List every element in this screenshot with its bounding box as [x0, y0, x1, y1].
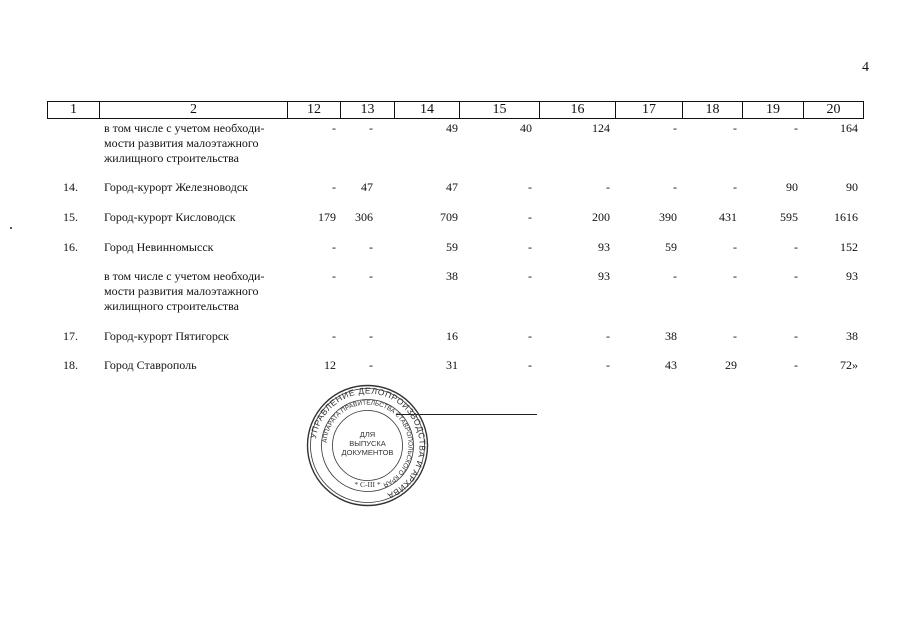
value-cell: - — [794, 329, 798, 343]
value-cell: - — [673, 121, 677, 135]
value-cell: - — [528, 210, 532, 224]
row-name: Город Ставрополь — [104, 358, 197, 372]
value-cell: - — [528, 329, 532, 343]
header-cell: 15 — [460, 102, 540, 119]
value-cell: - — [794, 121, 798, 135]
row-name: Город-курорт Кисловодск — [104, 210, 236, 224]
header-cell: 12 — [288, 102, 341, 119]
stamp-center-line1: ДЛЯ — [359, 430, 376, 439]
value-cell: 90 — [786, 180, 798, 194]
value-cell: 709 — [440, 210, 458, 224]
value-cell: - — [369, 358, 373, 372]
value-cell: 93 — [598, 240, 610, 254]
value-cell: 431 — [719, 210, 737, 224]
value-cell: 93 — [846, 269, 858, 283]
value-cell: - — [332, 329, 336, 343]
value-cell: - — [369, 269, 373, 283]
header-cell: 2 — [100, 102, 288, 119]
value-cell: - — [606, 180, 610, 194]
row-number: 14. — [63, 180, 78, 194]
row-number: 18. — [63, 358, 78, 372]
value-cell: - — [733, 180, 737, 194]
value-cell: 390 — [659, 210, 677, 224]
value-cell: 38 — [846, 329, 858, 343]
scan-speck — [10, 227, 12, 229]
value-cell: - — [528, 240, 532, 254]
value-cell: 200 — [592, 210, 610, 224]
row-number: 17. — [63, 329, 78, 343]
value-cell: - — [332, 240, 336, 254]
row-name: Город-курорт Пятигорск — [104, 329, 230, 343]
row-name: в том числе с учетом необходи-мости развития малоэтажного жилищного строительства — [104, 121, 265, 165]
row-number: 15. — [63, 210, 78, 224]
row-name: Город-курорт Железноводск — [104, 180, 248, 194]
value-cell: 29 — [725, 358, 737, 372]
value-cell: - — [733, 121, 737, 135]
value-cell: 16 — [446, 329, 458, 343]
header-cell: 18 — [683, 102, 743, 119]
header-cell: 16 — [540, 102, 616, 119]
header-cell: 1 — [48, 102, 100, 119]
row-name: Город Невинномысск — [104, 240, 214, 254]
value-cell: - — [332, 269, 336, 283]
header-cell: 19 — [743, 102, 804, 119]
value-cell: - — [794, 358, 798, 372]
header-cell: 17 — [616, 102, 683, 119]
value-cell: - — [794, 240, 798, 254]
row-name: в том числе с учетом необходи-мости развития малоэтажного жилищного строительства — [104, 269, 265, 313]
value-cell: - — [332, 121, 336, 135]
value-cell: 40 — [520, 121, 532, 135]
value-cell: 90 — [846, 180, 858, 194]
value-cell: 47 — [361, 180, 373, 194]
value-cell: 164 — [840, 121, 858, 135]
value-cell: 1616 — [834, 210, 858, 224]
value-cell: - — [606, 358, 610, 372]
value-cell: 124 — [592, 121, 610, 135]
value-cell: - — [369, 121, 373, 135]
value-cell: - — [369, 240, 373, 254]
official-seal — [305, 383, 430, 508]
stamp-center-line3: ДОКУМЕНТОВ — [341, 448, 394, 457]
value-cell: - — [673, 269, 677, 283]
value-cell: 595 — [780, 210, 798, 224]
table-row — [0, 269, 905, 319]
stamp-center-line2: ВЫПУСКА — [349, 439, 386, 448]
value-cell: - — [794, 269, 798, 283]
value-cell: 12 — [324, 358, 336, 372]
header-row — [48, 102, 864, 119]
value-cell: 47 — [446, 180, 458, 194]
page-number: 4 — [862, 60, 869, 75]
value-cell: - — [332, 180, 336, 194]
value-cell: 59 — [446, 240, 458, 254]
value-cell: 31 — [446, 358, 458, 372]
value-cell: - — [528, 269, 532, 283]
value-cell: - — [733, 240, 737, 254]
value-cell: 49 — [446, 121, 458, 135]
value-cell: 43 — [665, 358, 677, 372]
value-cell: 93 — [598, 269, 610, 283]
header-cell: 14 — [395, 102, 460, 119]
table-row — [0, 121, 905, 171]
value-cell: - — [528, 358, 532, 372]
value-cell: 38 — [446, 269, 458, 283]
table-row — [0, 358, 905, 408]
column-header-table — [47, 101, 864, 119]
value-cell: - — [606, 329, 610, 343]
value-cell: 306 — [355, 210, 373, 224]
header-cell: 13 — [341, 102, 395, 119]
stamp-inner-text: АППАРАТА ПРАВИТЕЛЬСТВА СТАВРОПОЛЬСКОГО КРАЯ — [321, 399, 414, 489]
value-cell: 152 — [840, 240, 858, 254]
value-cell: 59 — [665, 240, 677, 254]
row-number: 16. — [63, 240, 78, 254]
stamp-outer-text: УПРАВЛЕНИЕ ДЕЛОПРОИЗВОДСТВА И АРХИВА — [307, 385, 428, 502]
value-cell: - — [673, 180, 677, 194]
value-cell: - — [528, 180, 532, 194]
stamp-code: * С-III * — [354, 480, 381, 489]
value-cell: 179 — [318, 210, 336, 224]
value-cell: - — [733, 329, 737, 343]
value-cell: - — [369, 329, 373, 343]
header-cell: 20 — [804, 102, 864, 119]
value-cell: 38 — [665, 329, 677, 343]
value-cell: 72» — [840, 358, 858, 372]
value-cell: - — [733, 269, 737, 283]
